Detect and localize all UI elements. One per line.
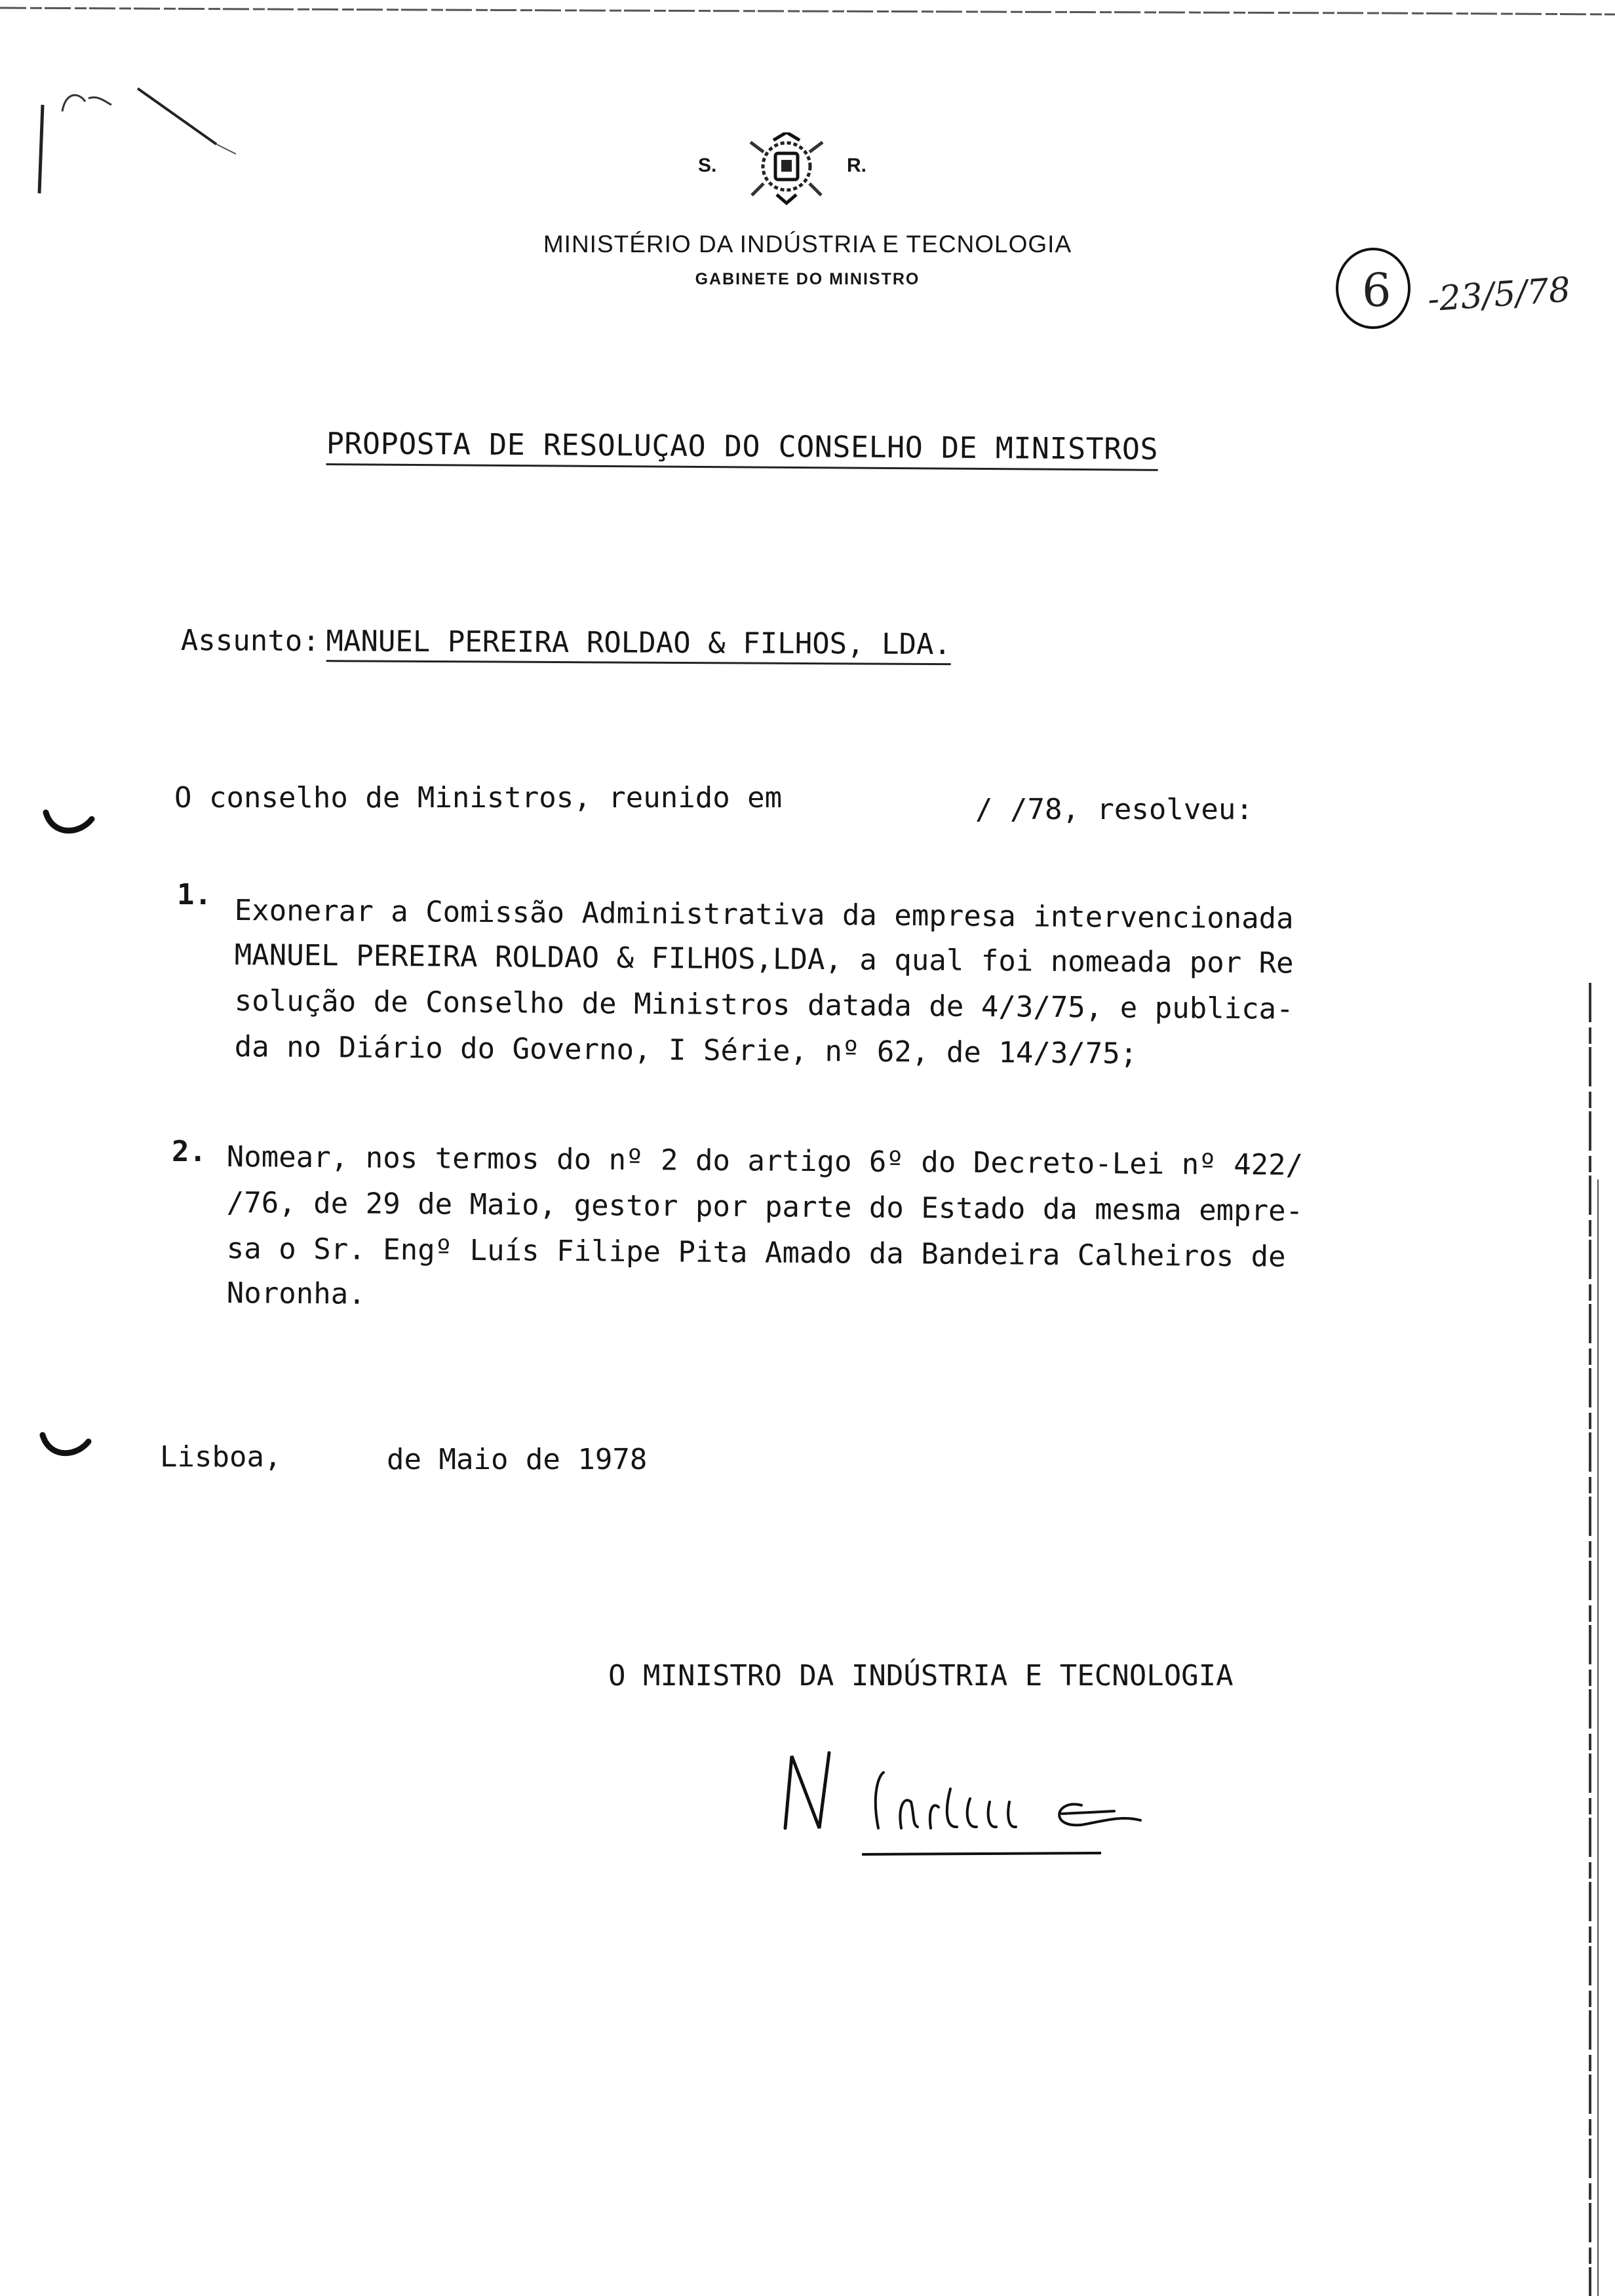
item-line: sa o Sr. Engº Luís Filipe Pita Amado da Bandeira Calheiros de bbox=[226, 1232, 1286, 1274]
item-number: 2. bbox=[172, 1135, 206, 1168]
emblem-right-letter: R. bbox=[847, 155, 866, 176]
handwritten-date: -23/5/78 bbox=[1426, 270, 1572, 320]
coat-of-arms-icon bbox=[737, 132, 836, 206]
subject-label: Assunto: bbox=[180, 624, 320, 659]
item-line: Exonerar a Comissão Administrativa da empresa intervencionada bbox=[234, 894, 1294, 936]
intro-text: O conselho de Ministros, reunido em bbox=[174, 781, 783, 814]
item-number: 1. bbox=[177, 878, 212, 911]
item-line: da no Diário do Governo, I Série, nº 62, de 14/3/75; bbox=[234, 1030, 1138, 1071]
item-line: solução de Conselho de Ministros datada de 4/3/75, e publica- bbox=[234, 984, 1294, 1026]
handwritten-signature bbox=[773, 1730, 1245, 1861]
signatory-title: O MINISTRO DA INDÚSTRIA E TECNOLOGIA bbox=[608, 1659, 1234, 1693]
intro-date-text: / /78, resolveu: bbox=[975, 793, 1253, 826]
item-line: MANUEL PEREIRA ROLDAO & FILHOS,LDA, a qual foi nomeada por Re bbox=[234, 938, 1294, 980]
scan-right-edge bbox=[1566, 983, 1606, 2296]
ministry-name: MINISTÉRIO DA INDÚSTRIA E TECNOLOGIA bbox=[543, 231, 1072, 258]
item-line: Noronha. bbox=[226, 1276, 366, 1311]
document-title: PROPOSTA DE RESOLUÇAO DO CONSELHO DE MINISTROS bbox=[326, 426, 1159, 471]
emblem-left-letter: S. bbox=[698, 155, 717, 176]
circled-number: 6 bbox=[1362, 263, 1391, 317]
subject-value: MANUEL PEREIRA ROLDAO & FILHOS, LDA. bbox=[326, 624, 951, 665]
scan-top-edge bbox=[0, 0, 1615, 26]
hole-punch-mark-bottom bbox=[36, 1428, 95, 1468]
cabinet-name: GABINETE DO MINISTRO bbox=[695, 270, 920, 288]
hole-punch-mark-top bbox=[39, 806, 98, 845]
item-line: /76, de 29 de Maio, gestor por parte do Estado da mesma empre- bbox=[226, 1186, 1304, 1228]
subject-line bbox=[181, 624, 951, 661]
date-text: de Maio de 1978 bbox=[387, 1443, 648, 1476]
item-line: Nomear, nos termos do nº 2 do artigo 6º do Decreto-Lei nº 422/ bbox=[226, 1140, 1304, 1182]
place-text: Lisboa, bbox=[160, 1440, 282, 1474]
corner-pen-mark bbox=[26, 66, 236, 210]
